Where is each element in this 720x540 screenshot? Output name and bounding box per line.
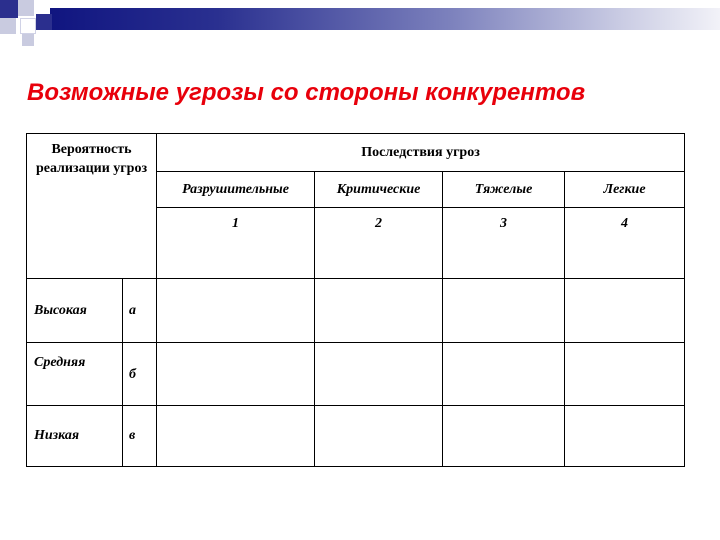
gradient-banner xyxy=(50,8,720,30)
probability-header: Вероятность реализации угроз xyxy=(27,134,157,279)
deco-square xyxy=(22,34,34,46)
header-decoration xyxy=(0,0,720,50)
column-number: 3 xyxy=(443,208,565,279)
column-number: 2 xyxy=(315,208,443,279)
table-cell xyxy=(565,343,685,406)
table-cell xyxy=(443,279,565,343)
row-label: Высокая xyxy=(27,279,123,343)
table-cell xyxy=(157,406,315,467)
column-number: 4 xyxy=(565,208,685,279)
deco-square xyxy=(0,0,18,18)
deco-square xyxy=(18,0,34,16)
row-code: в xyxy=(123,406,157,467)
deco-square xyxy=(20,18,36,34)
consequences-header: Последствия угроз xyxy=(157,134,685,172)
deco-square xyxy=(0,18,16,34)
column-header-light: Легкие xyxy=(565,172,685,208)
row-code: а xyxy=(123,279,157,343)
row-label: Низкая xyxy=(27,406,123,467)
column-header-critical: Критические xyxy=(315,172,443,208)
table-cell xyxy=(565,406,685,467)
table-row xyxy=(27,406,685,467)
table-cell xyxy=(443,406,565,467)
threat-matrix-table xyxy=(26,133,685,467)
table-row xyxy=(27,279,685,343)
table-row xyxy=(27,343,685,406)
deco-square xyxy=(36,14,52,30)
row-label: Средняя xyxy=(27,343,123,406)
column-number: 1 xyxy=(157,208,315,279)
column-header-severe: Тяжелые xyxy=(443,172,565,208)
table-cell xyxy=(315,279,443,343)
slide-title: Возможные угрозы со стороны конкурентов xyxy=(27,79,586,106)
table-cell xyxy=(315,343,443,406)
row-code: б xyxy=(123,343,157,406)
table-cell xyxy=(565,279,685,343)
table-cell xyxy=(443,343,565,406)
table-cell xyxy=(315,406,443,467)
table-cell xyxy=(157,343,315,406)
column-header-destructive: Разрушительные xyxy=(157,172,315,208)
table-cell xyxy=(157,279,315,343)
